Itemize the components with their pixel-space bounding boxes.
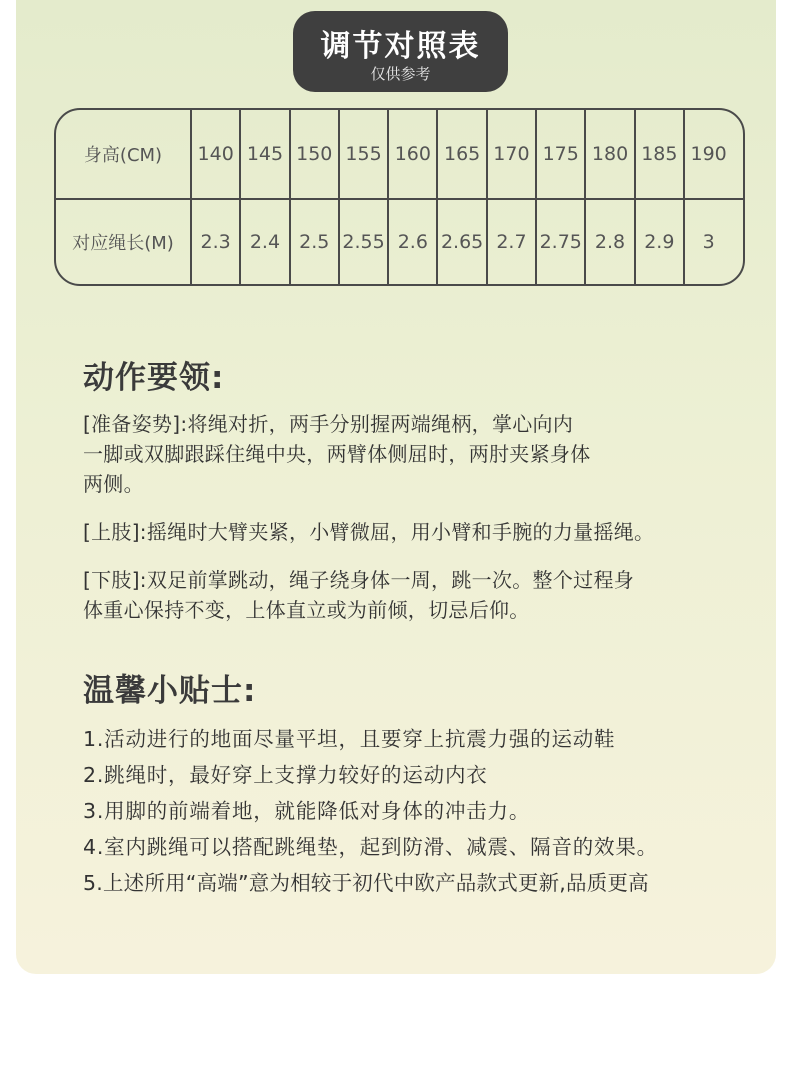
height-cell: 175 <box>535 110 584 198</box>
text-line: 一脚或双脚跟踩住绳中央，两臂体侧屈时，两肘夹紧身体 <box>83 442 591 466</box>
text-line: 体重心保持不变，上体直立或为前倾，切忌后仰。 <box>83 598 530 622</box>
lower-limb-paragraph <box>83 565 703 625</box>
length-cell: 2.75 <box>535 198 584 286</box>
length-cell: 2.9 <box>634 198 683 286</box>
title-badge <box>293 11 508 92</box>
length-cell: 2.7 <box>486 198 535 286</box>
tips-heading: 温馨小贴士: <box>83 673 257 709</box>
height-cell: 145 <box>239 110 288 198</box>
length-cell: 2.3 <box>190 198 239 286</box>
height-cell: 190 <box>683 110 732 198</box>
length-cell: 2.65 <box>436 198 485 286</box>
tip-item: 3.用脚的前端着地，就能降低对身体的冲击力。 <box>83 799 531 823</box>
text-line: 两侧。 <box>83 472 144 496</box>
badge-title: 调节对照表 <box>320 29 481 64</box>
text-line: [上肢]:摇绳时大臂夹紧，小臂微屈，用小臂和手腕的力量摇绳。 <box>83 520 655 544</box>
length-cell: 2.55 <box>338 198 387 286</box>
height-cell: 165 <box>436 110 485 198</box>
height-row <box>56 110 743 200</box>
length-row <box>56 198 743 286</box>
height-cell: 155 <box>338 110 387 198</box>
height-cell: 180 <box>584 110 633 198</box>
height-row-label: 身高(CM) <box>83 145 163 166</box>
upper-limb-paragraph <box>83 517 743 547</box>
text-line: [下肢]:双足前掌跳动，绳子绕身体一周，跳一次。整个过程身 <box>83 568 635 592</box>
prep-posture-paragraph <box>83 409 703 499</box>
length-cell: 3 <box>683 198 732 286</box>
height-cell: 170 <box>486 110 535 198</box>
tip-item: 1.活动进行的地面尽量平坦，且要穿上抗震力强的运动鞋 <box>83 727 616 751</box>
length-row-label: 对应绳长(M) <box>72 233 174 254</box>
height-cell: 150 <box>289 110 338 198</box>
length-cell: 2.4 <box>239 198 288 286</box>
tip-item: 5.上述所用“高端”意为相较于初代中欧产品款式更新,品质更高 <box>83 871 649 895</box>
text-line: [准备姿势]:将绳对折，两手分别握两端绳柄，掌心向内 <box>83 412 574 436</box>
essentials-heading: 动作要领: <box>83 360 225 396</box>
height-cell: 160 <box>387 110 436 198</box>
tip-item: 2.跳绳时，最好穿上支撑力较好的运动内衣 <box>83 763 488 787</box>
length-cell: 2.5 <box>289 198 338 286</box>
length-cell: 2.8 <box>584 198 633 286</box>
badge-subtitle: 仅供参考 <box>370 65 431 83</box>
tip-item: 4.室内跳绳可以搭配跳绳垫，起到防滑、减震、隔音的效果。 <box>83 835 658 859</box>
height-cell: 140 <box>190 110 239 198</box>
height-cell: 185 <box>634 110 683 198</box>
length-cell: 2.6 <box>387 198 436 286</box>
size-table <box>54 108 745 286</box>
